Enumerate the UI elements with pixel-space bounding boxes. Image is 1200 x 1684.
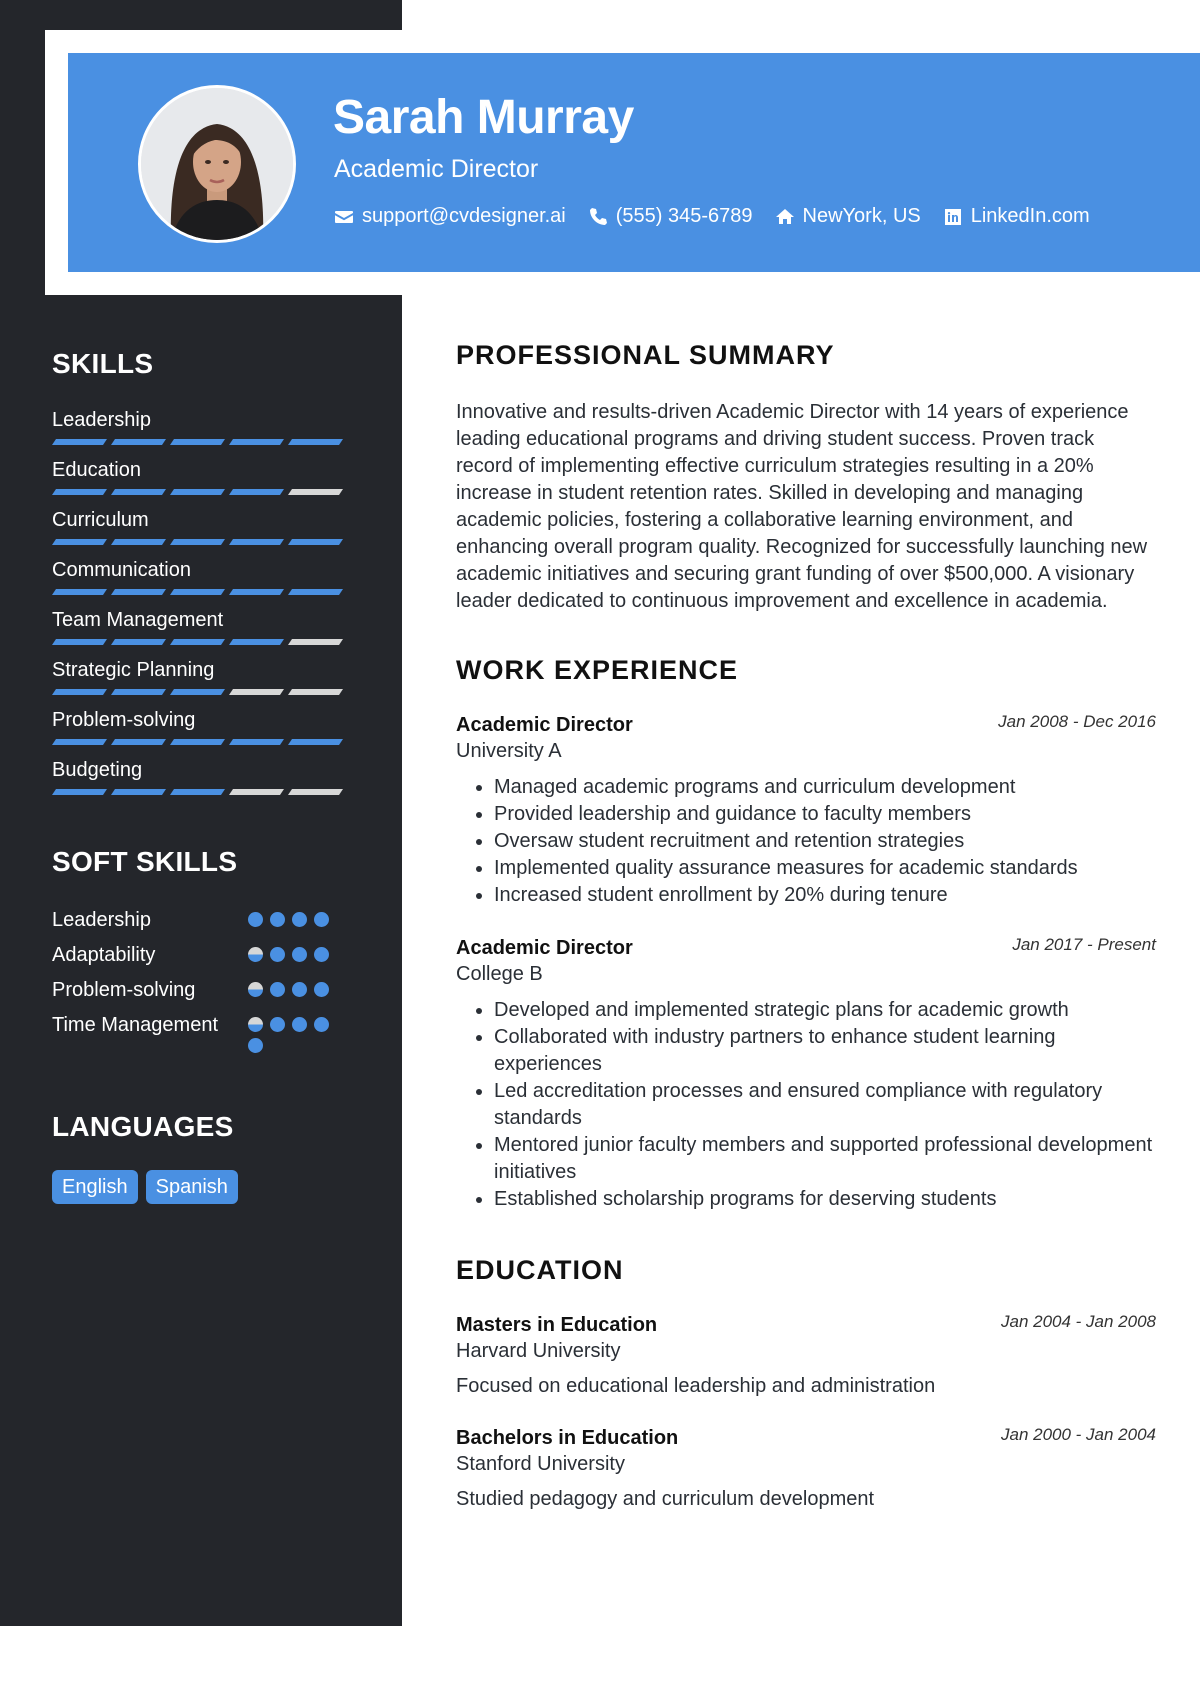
skill-level-segment xyxy=(111,739,166,745)
jobs-list xyxy=(456,712,1156,1213)
skill-level-bar xyxy=(52,439,352,445)
skill-level-bar xyxy=(52,739,352,745)
skill-level-segment xyxy=(52,739,107,745)
job-title: Academic Director xyxy=(334,155,539,183)
job-bullet: • Implemented quality assurance measures for academic standards xyxy=(494,855,1156,882)
skill-level-segment xyxy=(170,439,225,445)
rating-dot xyxy=(270,947,285,962)
job-bullet: • Provided leadership and guidance to faculty members xyxy=(494,801,1156,828)
skills-list xyxy=(52,408,352,808)
education-degree: Bachelors in Education xyxy=(456,1427,679,1449)
skill-level-segment xyxy=(52,589,107,595)
skill-level-segment xyxy=(170,539,225,545)
rating-dot xyxy=(314,982,329,997)
contact-phone[interactable] xyxy=(588,205,753,228)
linkedin-text: LinkedIn.com xyxy=(970,205,1090,227)
education-school: Stanford University xyxy=(456,1453,625,1475)
job-bullets xyxy=(456,774,1156,909)
contact-email[interactable] xyxy=(334,205,566,228)
rating-dot xyxy=(292,912,307,927)
email-text: support@cvdesigner.ai xyxy=(362,205,566,227)
skill-label: Team Management xyxy=(52,609,224,631)
skill-level-segment xyxy=(52,489,107,495)
soft-skill-rating xyxy=(248,982,338,997)
education-heading: EDUCATION xyxy=(456,1255,624,1285)
rating-dot xyxy=(314,1017,329,1032)
education-dates: Jan 2000 - Jan 2004 xyxy=(1000,1425,1156,1444)
contact-location xyxy=(775,205,921,228)
skill-label: Education xyxy=(52,459,141,481)
skill-level-segment xyxy=(170,639,225,645)
job-bullet: • Mentored junior faculty members and supported professional development initiatives xyxy=(494,1132,1156,1186)
soft-skill-label: Time Management xyxy=(52,1014,218,1036)
skill-level-segment xyxy=(229,439,284,445)
location-text: NewYork, US xyxy=(802,205,921,227)
skill-level-segment xyxy=(229,639,284,645)
skill-item xyxy=(52,658,352,708)
education-description: Studied pedagogy and curriculum development xyxy=(456,1488,875,1510)
summary-text: Innovative and results-driven Academic Director with 14 years of experience leading educational programs and driving student success. Proven track record of implementing effective curriculum strategies resulting in a 20% increase in student retention rates. Skilled in developing and managing academic policies, fostering a collaborative learning environment, and enhancing overall program quality. Recognized for successfully launching new academic initiatives and securing grant funding of over $500,000. A visionary leader dedicated to continuous improvement and excellence in academia. xyxy=(456,401,1148,612)
skill-label: Communication xyxy=(52,559,191,581)
soft-skills-heading: SOFT SKILLS xyxy=(52,846,238,877)
skill-item xyxy=(52,408,352,458)
languages-list xyxy=(52,1170,238,1204)
skill-level-segment xyxy=(111,539,166,545)
skill-level-segment xyxy=(52,689,107,695)
soft-skill-item xyxy=(52,942,352,977)
skill-label: Leadership xyxy=(52,409,151,431)
soft-skill-label: Problem-solving xyxy=(52,979,196,1001)
soft-skill-item xyxy=(52,907,352,942)
soft-skill-rating xyxy=(248,912,338,927)
skill-level-segment xyxy=(52,439,107,445)
job-bullet: • Developed and implemented strategic plans for academic growth xyxy=(494,997,1156,1024)
skill-level-segment xyxy=(288,639,343,645)
skill-level-segment xyxy=(52,539,107,545)
skill-level-segment xyxy=(52,789,107,795)
soft-skill-label: Adaptability xyxy=(52,944,156,966)
skill-level-segment xyxy=(229,689,284,695)
skill-level-segment xyxy=(229,589,284,595)
skill-level-segment xyxy=(111,589,166,595)
person-name: Sarah Murray xyxy=(333,91,634,144)
skill-label: Curriculum xyxy=(52,509,149,531)
rating-dot xyxy=(292,1017,307,1032)
skill-label: Strategic Planning xyxy=(52,659,215,681)
rating-dot xyxy=(270,912,285,927)
skill-level-segment xyxy=(111,489,166,495)
rating-dot xyxy=(314,947,329,962)
soft-skill-item xyxy=(52,977,352,1012)
skill-level-segment xyxy=(229,539,284,545)
rating-dot xyxy=(314,912,329,927)
education-list xyxy=(456,1312,1156,1512)
soft-skill-rating xyxy=(248,947,338,962)
rating-dot xyxy=(248,982,263,997)
job-organization: University A xyxy=(456,740,562,762)
job-position: Academic Director xyxy=(456,937,633,959)
job-bullet: • Led accreditation processes and ensured compliance with regulatory standards xyxy=(494,1078,1156,1132)
skill-level-bar xyxy=(52,639,352,645)
job-bullet: • Increased student enrollment by 20% during tenure xyxy=(494,882,1156,909)
contact-linkedin[interactable] xyxy=(943,205,1090,228)
skill-level-segment xyxy=(111,689,166,695)
skill-item xyxy=(52,558,352,608)
rating-dot xyxy=(248,1038,263,1053)
phone-icon xyxy=(588,207,608,227)
skill-level-segment xyxy=(170,489,225,495)
rating-dot xyxy=(292,982,307,997)
rating-dot xyxy=(248,912,263,927)
skill-level-bar xyxy=(52,689,352,695)
soft-skill-rating xyxy=(248,1017,338,1053)
skills-heading: SKILLS xyxy=(52,348,154,379)
job-bullet: • Established scholarship programs for deserving students xyxy=(494,1186,1156,1213)
job-entry xyxy=(456,935,1156,1213)
skill-level-bar xyxy=(52,539,352,545)
rating-dot xyxy=(270,982,285,997)
education-dates: Jan 2004 - Jan 2008 xyxy=(1000,1312,1156,1331)
home-icon xyxy=(775,207,795,227)
education-entry xyxy=(456,1425,1156,1512)
skill-level-segment xyxy=(170,789,225,795)
skill-level-segment xyxy=(111,789,166,795)
skill-item xyxy=(52,708,352,758)
soft-skill-item xyxy=(52,1012,352,1072)
education-description: Focused on educational leadership and administration xyxy=(456,1375,936,1397)
skill-level-segment xyxy=(288,439,343,445)
skill-level-segment xyxy=(111,439,166,445)
experience-heading: WORK EXPERIENCE xyxy=(456,655,739,685)
job-bullet: • Oversaw student recruitment and retention strategies xyxy=(494,828,1156,855)
skill-item xyxy=(52,758,352,808)
linkedin-icon xyxy=(943,207,963,227)
main-content xyxy=(456,340,1156,1512)
language-badge: English xyxy=(52,1170,138,1204)
skill-level-segment xyxy=(111,639,166,645)
job-dates: Jan 2017 - Present xyxy=(1012,935,1156,954)
rating-dot xyxy=(292,947,307,962)
skill-level-segment xyxy=(170,739,225,745)
contact-row xyxy=(334,205,1090,228)
skill-level-bar xyxy=(52,589,352,595)
job-organization: College B xyxy=(456,963,543,985)
skill-level-segment xyxy=(288,539,343,545)
skill-item xyxy=(52,608,352,658)
rating-dot xyxy=(248,947,263,962)
skill-level-segment xyxy=(229,489,284,495)
skill-level-segment xyxy=(288,689,343,695)
skill-level-segment xyxy=(288,789,343,795)
skill-label: Problem-solving xyxy=(52,709,196,731)
skill-level-segment xyxy=(288,589,343,595)
job-dates: Jan 2008 - Dec 2016 xyxy=(998,712,1156,731)
skill-level-segment xyxy=(288,489,343,495)
job-position: Academic Director xyxy=(456,714,633,736)
job-bullet: • Collaborated with industry partners to enhance student learning experiences xyxy=(494,1024,1156,1078)
skill-level-segment xyxy=(288,739,343,745)
summary-heading: PROFESSIONAL SUMMARY xyxy=(456,340,835,370)
language-badge: Spanish xyxy=(146,1170,238,1204)
soft-skills-list xyxy=(52,907,352,1072)
phone-text: (555) 345-6789 xyxy=(615,205,753,227)
skill-level-segment xyxy=(229,739,284,745)
rating-dot xyxy=(270,1017,285,1032)
envelope-icon xyxy=(334,207,354,227)
job-bullets xyxy=(456,997,1156,1213)
skill-level-segment xyxy=(170,589,225,595)
education-school: Harvard University xyxy=(456,1340,621,1362)
skill-level-segment xyxy=(170,689,225,695)
job-bullet: • Managed academic programs and curriculum development xyxy=(494,774,1156,801)
languages-heading: LANGUAGES xyxy=(52,1111,234,1142)
avatar xyxy=(138,85,296,243)
skill-item xyxy=(52,508,352,558)
job-entry xyxy=(456,712,1156,909)
soft-skill-label: Leadership xyxy=(52,909,151,931)
skill-level-segment xyxy=(52,639,107,645)
skill-item xyxy=(52,458,352,508)
education-entry xyxy=(456,1312,1156,1399)
education-degree: Masters in Education xyxy=(456,1314,658,1336)
skill-level-bar xyxy=(52,489,352,495)
skill-level-segment xyxy=(229,789,284,795)
profile-photo xyxy=(141,88,293,240)
skill-label: Budgeting xyxy=(52,759,143,781)
skill-level-bar xyxy=(52,789,352,795)
rating-dot xyxy=(248,1017,263,1032)
